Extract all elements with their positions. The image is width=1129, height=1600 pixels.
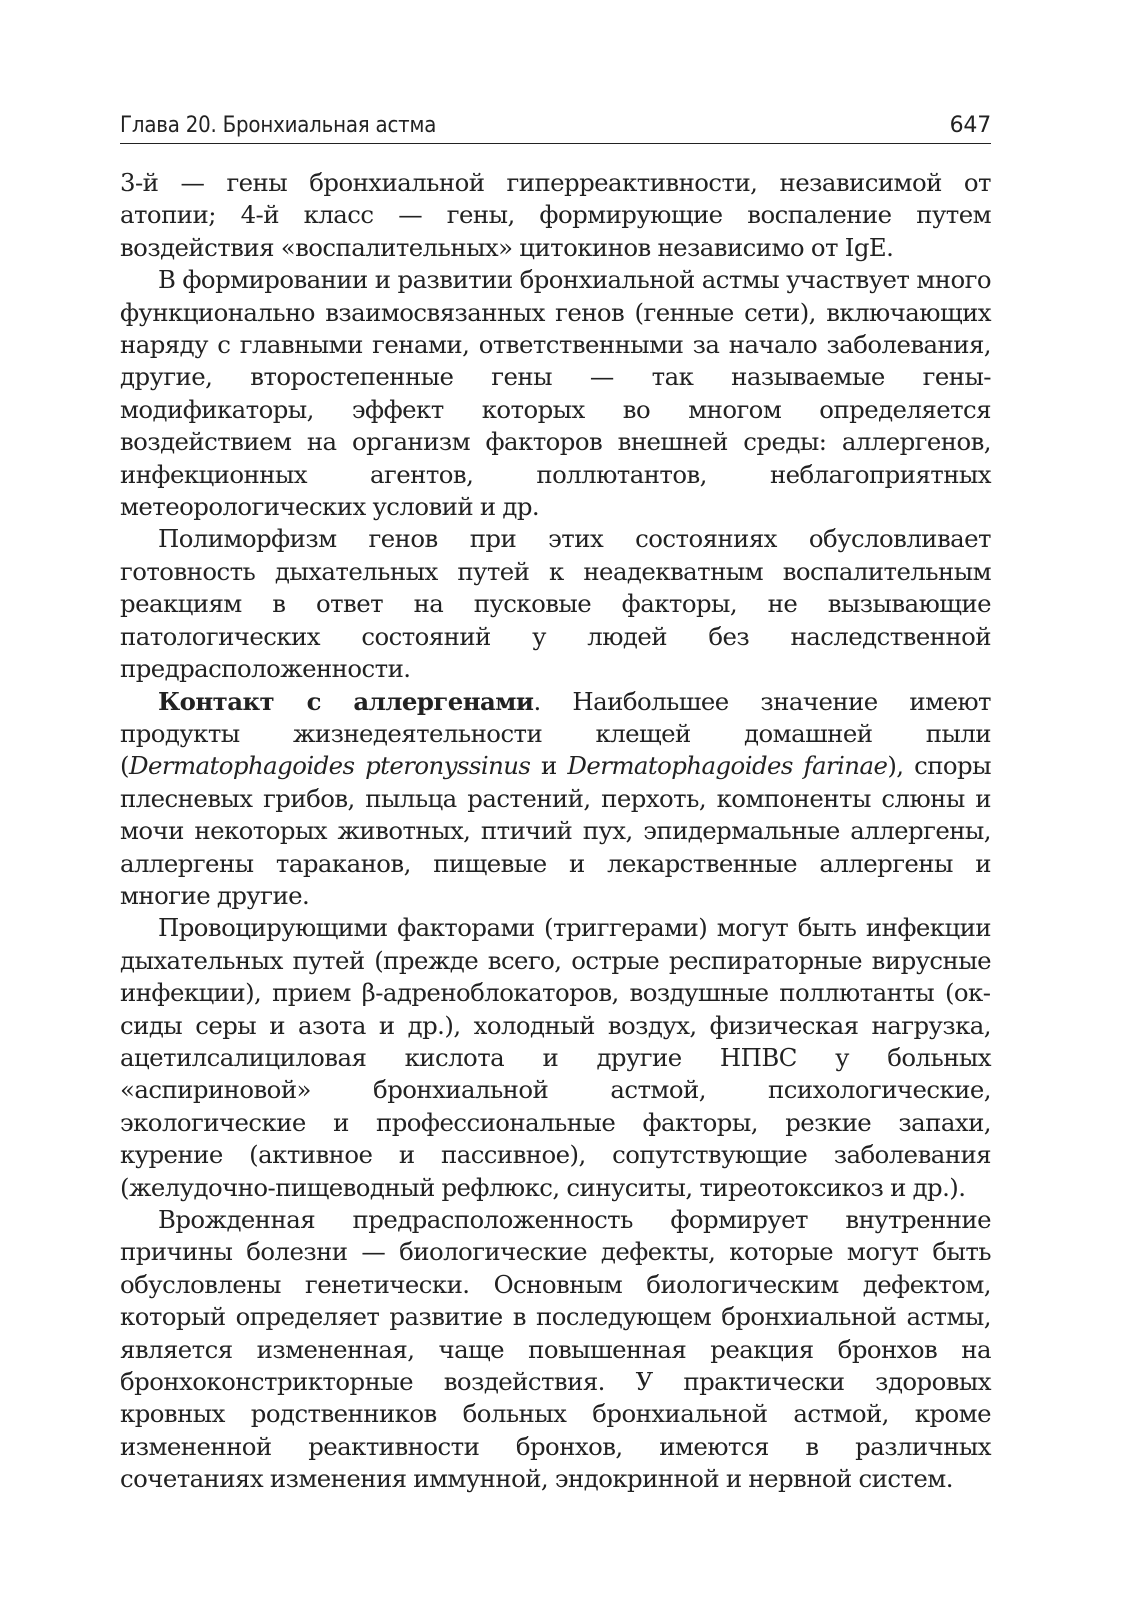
text-segment: ), споры плесневых грибов, пыльца растений, перхоть, компоненты слюны и мочи некоторых животных, птичий пух, эпидермальные аллергены, аллергены тараканов, пищевые и лекарственные аллергены и многие другие. — [120, 751, 991, 910]
text-segment: . Наибольшее значение имеют продукты жизнедеятельности клещей домашней пыли ( — [120, 686, 992, 781]
paragraph-predisposition: Врожденная предрасположенность формирует внутренние причины болезни — биологические дефекты, которые могут быть обусловлены генетически. Основным биологическим дефектом, который определяет развитие в последующем бронхиальной астмы, является измененная, чаще повышенная реакция бронхов на бронхоконстрикторные воздействия. У практически здоровых кровных родственников больных бронхиальной астмой, кроме измененной реактивности бронхов, имеются в различных сочетаниях изменения иммунной, эндокринной и нервной систем. — [120, 1205, 991, 1494]
run-in-heading: Контакт с аллергенами — [158, 686, 534, 716]
running-head — [120, 108, 991, 144]
text-segment: и — [530, 751, 568, 781]
paragraph-gene-classes: 3-й — гены бронхиальной гиперреактивности, независимой от атопии; 4-й класс — гены, формирующие воспаление путем воздействия «воспалительных» цитокинов независимо от IgE. — [120, 168, 991, 262]
paragraph-gene-networks: В формировании и развитии бронхиальной астмы участвует много функционально взаимосвязанных генов (генные сети), включающих наряду с главными генами, ответственными за начало заболевания, другие, второстепенные гены — так называемые гены-модификаторы, эффект которых во многом определяется воздействием на организм факторов внешней среды: аллергенов, инфекционных агентов, поллютантов, неблагоприятных метеорологических условий и др. — [120, 265, 991, 522]
page-number: 647 — [949, 113, 991, 138]
paragraph-triggers: Провоцирующими факторами (триггерами) могут быть инфекции дыхательных путей (прежде всего, острые респираторные вирусные инфекции), прием β-адреноблокаторов, воздушные поллютанты (оксиды серы и азота и др.), холодный воздух, физическая нагрузка, ацетилсалициловая кислота и другие НПВС у больных «аспириновой» бронхиальной астмой, психологические, экологические и профессиональные факторы, резкие запахи, курение (активное и пассивное), сопутствующие заболевания (желудочно-пищеводный рефлюкс, синуситы, тиреотоксикоз и др.). — [120, 913, 991, 1202]
species-name: Dermatophagoides pteronyssinus — [128, 751, 531, 781]
paragraph-polymorphism: Полиморфизм генов при этих состояниях обусловливает готовность дыхательных путей к неадекватным воспалительным реакциям в ответ на пусковые факторы, не вызывающие патологических состояний у людей без наследственной предрасположенности. — [120, 524, 991, 684]
species-name: Dermatophagoides farinae — [567, 751, 888, 781]
paragraph-allergen-contact — [120, 686, 991, 913]
body-text — [120, 167, 991, 1496]
chapter-title: Глава 20. Бронхиальная астма — [120, 113, 437, 138]
